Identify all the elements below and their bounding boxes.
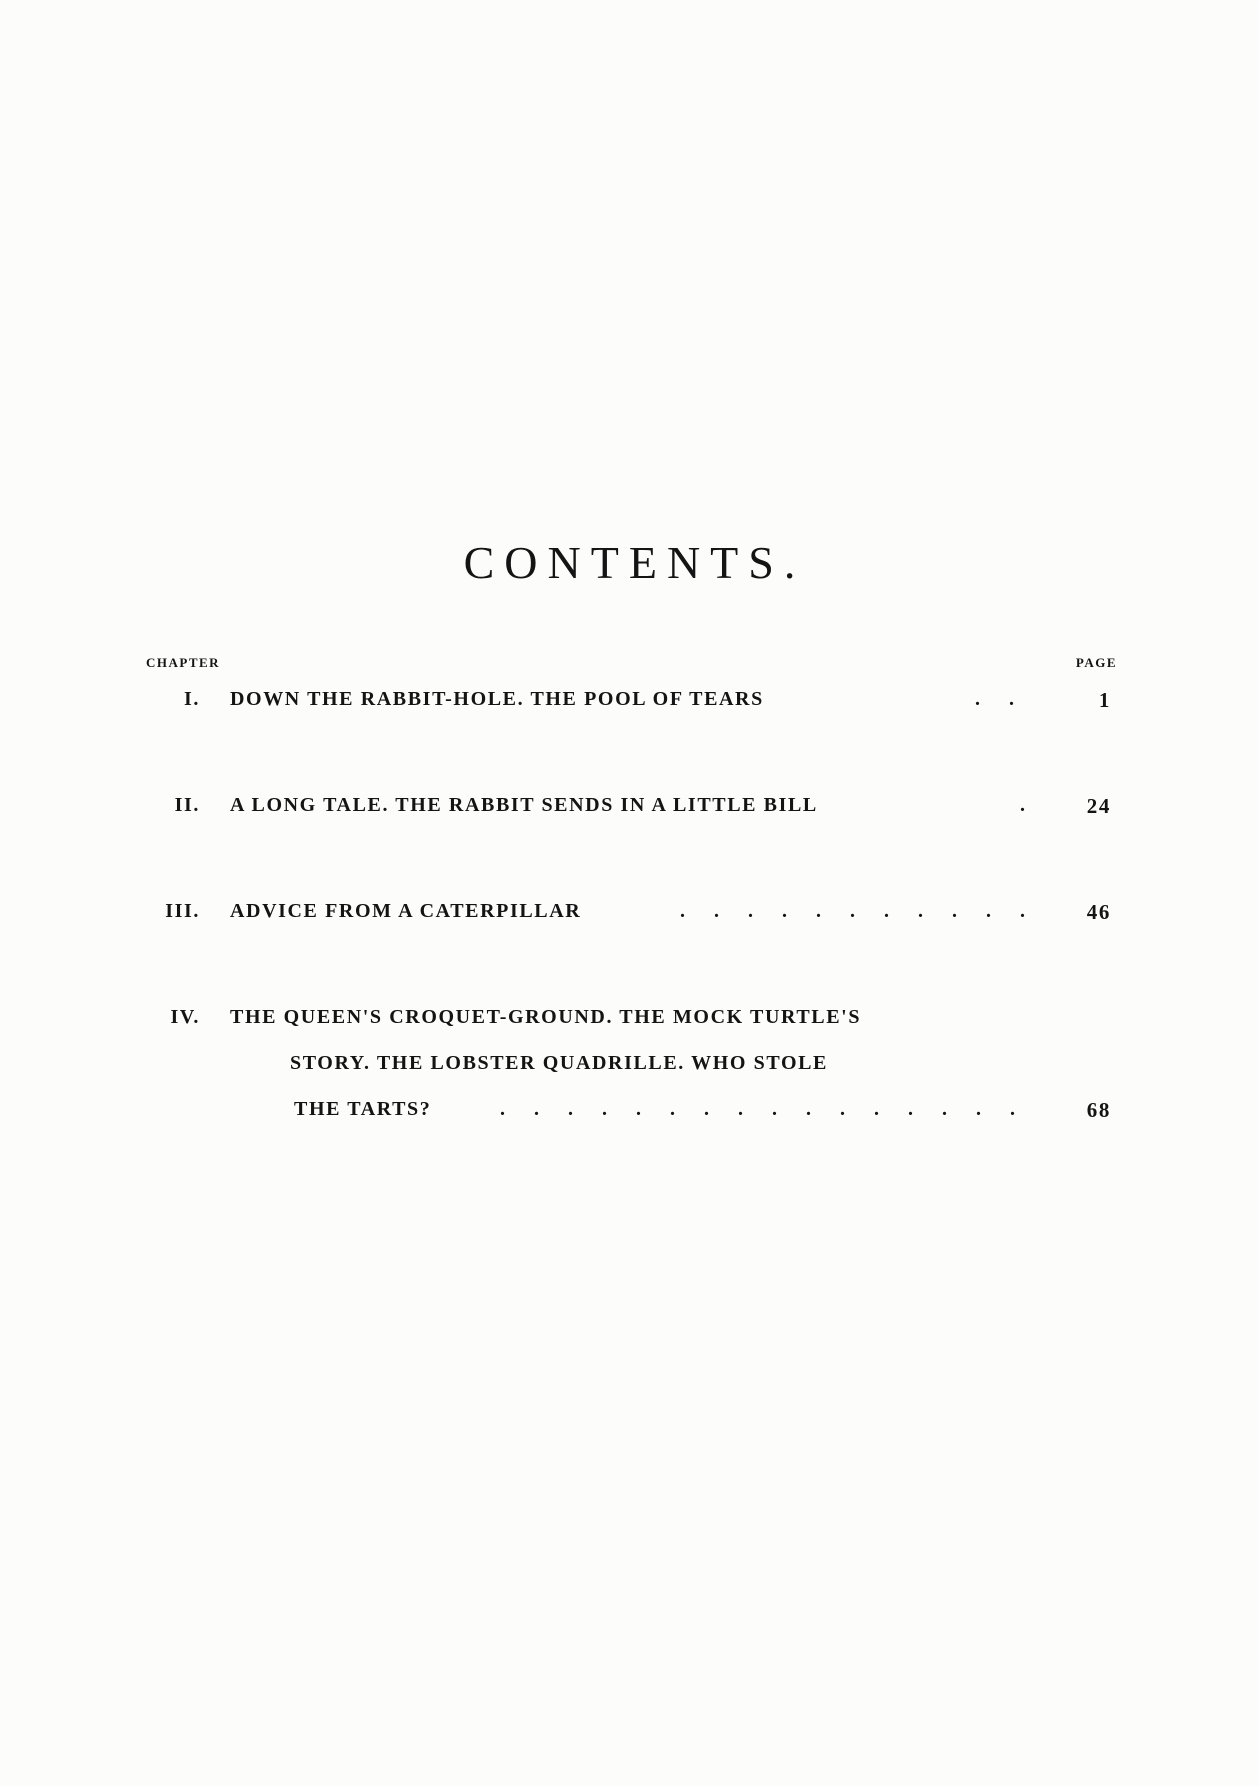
chapter-title-line: STORY. THE LOBSTER QUADRILLE. WHO STOLE	[290, 1052, 828, 1074]
page-number: 24	[1086, 794, 1111, 818]
leader-dots: . . . . . . . . . . . . . . . .	[500, 1098, 1027, 1120]
page-title: CONTENTS.	[463, 537, 806, 588]
chapter-title-line: ADVICE FROM A CATERPILLAR	[230, 900, 582, 922]
leader-dots: .	[1020, 794, 1037, 816]
chapter-numeral: IV.	[170, 1006, 200, 1028]
chapter-title-line: DOWN THE RABBIT-HOLE. THE POOL OF TEARS	[230, 688, 764, 710]
chapter-title-line: THE QUEEN'S CROQUET-GROUND. THE MOCK TURTLE'S	[230, 1006, 862, 1028]
page-column-label: PAGE	[1075, 655, 1117, 670]
chapter-column-label: CHAPTER	[146, 655, 221, 670]
leader-dots: . . . . . . . . . . .	[680, 900, 1037, 922]
page-number: 46	[1086, 900, 1111, 924]
page-number: 1	[1098, 688, 1111, 712]
leader-dots: . .	[975, 688, 1026, 710]
chapter-title-line: THE TARTS?	[294, 1098, 432, 1120]
chapter-title-line: A LONG TALE. THE RABBIT SENDS IN A LITTLE BILL	[230, 794, 818, 816]
chapter-numeral: I.	[184, 688, 200, 710]
page-number: 68	[1086, 1098, 1111, 1122]
chapter-numeral: II.	[174, 794, 200, 816]
chapter-numeral: III.	[165, 900, 200, 922]
